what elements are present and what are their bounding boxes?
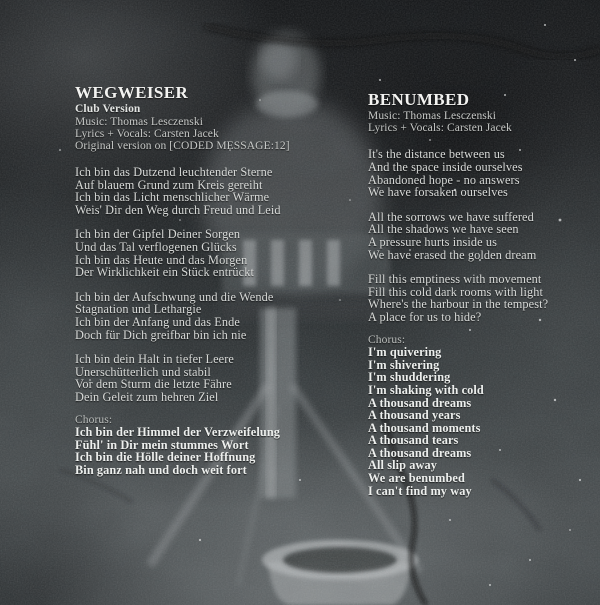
lyric-line: Stagnation und Lethargie: [75, 302, 202, 317]
lyric-line: Der Wirklichkeit ein Stück entrückt: [75, 265, 254, 280]
credit-line: Lyrics + Vocals: Carsten Jacek: [368, 122, 512, 135]
verse-1: [368, 148, 598, 198]
credit-line: Music: Thomas Lesczenski: [368, 110, 497, 122]
lyric-line: A thousand tears: [368, 433, 459, 448]
lyric-line: All the shadows we have seen: [368, 222, 519, 237]
chorus: [368, 346, 598, 497]
lyric-line: Ich bin dein Halt in tiefer Leere: [75, 352, 234, 367]
lyric-line: Ich bin der Aufschwung und die Wende: [75, 289, 274, 304]
verse-3: [368, 273, 598, 323]
lyric-line: I'm shivering: [368, 357, 440, 372]
lyric-line: A pressure hurts inside us: [368, 234, 497, 249]
lyric-line: Fill this emptiness with movement: [368, 272, 542, 287]
lyric-line: Ich bin der Gipfel Deiner Sorgen: [75, 227, 241, 242]
song-benumbed: [368, 90, 598, 497]
lyric-line: Abandoned hope - no answers: [368, 172, 520, 187]
verse-2: [75, 228, 370, 278]
song-title-benumbed: BENUMBED: [368, 90, 470, 109]
lyric-line: I'm shaking with cold: [368, 382, 484, 397]
verse-4: [75, 353, 370, 403]
lyric-line: We are benumbed: [368, 471, 465, 486]
lyric-line: Doch für Dich greifbar bin ich nie: [75, 327, 247, 342]
chorus: [75, 426, 370, 476]
verse-3: [75, 291, 370, 341]
lyric-line: Ich bin der Anfang und das Ende: [75, 315, 240, 330]
lyric-line: Where's the harbour in the tempest?: [368, 297, 549, 312]
song-title-wegweiser: WEGWEISER: [75, 83, 189, 102]
lyric-line: I can't find my way: [368, 483, 472, 498]
lyric-line: I'm quivering: [368, 345, 442, 360]
lyric-line: A thousand moments: [368, 420, 481, 435]
credit-line: Original version on [CODED MESSAGE:12]: [75, 139, 290, 152]
lyric-line: Dein Geleit zum hehren Ziel: [75, 390, 219, 405]
lyric-line: It's the distance between us: [368, 147, 505, 162]
lyric-line: Vor dem Sturm die letzte Fähre: [75, 377, 232, 392]
lyric-line: Ich bin das Dutzend leuchtender Sterne: [75, 165, 273, 180]
lyric-line: Unerschütterlich und stabil: [75, 364, 211, 379]
credit-line: Music: Thomas Lesczenski: [75, 115, 204, 128]
lyric-line: Ich bin das Heute und das Morgen: [75, 252, 248, 267]
lyric-line: Fühl' in Dir mein stummes Wort: [75, 437, 249, 452]
lyric-line: All the sorrows we have suffered: [368, 209, 534, 224]
lyric-line: Fill this cold dark rooms with light: [368, 284, 544, 299]
lyric-line: A thousand years: [368, 408, 461, 423]
song-subtitle: Club Version: [75, 103, 141, 115]
lyric-line: Ich bin das Licht menschlicher Wärme: [75, 190, 270, 205]
song-credits: [75, 116, 370, 153]
lyric-line: Ich bin die Hölle deiner Hoffnung: [75, 450, 256, 465]
song-credits: [368, 110, 598, 134]
verse-1: [75, 166, 370, 216]
lyric-line: Bin ganz nah und doch weit fort: [75, 462, 247, 477]
lyric-line: A place for us to hide?: [368, 309, 482, 324]
lyric-line: And the space inside ourselves: [368, 160, 523, 174]
lyric-line: We have forsaken ourselves: [368, 185, 508, 200]
lyric-line: Ich bin der Himmel der Verzweifelung: [75, 425, 281, 440]
lyric-line: Auf blauem Grund zum Kreis gereiht: [75, 177, 263, 192]
lyric-line: Weis' Dir den Weg durch Freud und Leid: [75, 202, 281, 217]
lyric-line: Und das Tal verflogenen Glücks: [75, 240, 237, 255]
chorus-label: Chorus:: [75, 413, 113, 426]
lyric-line: A thousand dreams: [368, 445, 472, 460]
lyric-line: We have erased the golden dream: [368, 247, 537, 262]
song-wegweiser: [75, 83, 370, 477]
lyric-line: I'm shuddering: [368, 370, 451, 385]
chorus-label: Chorus:: [368, 333, 406, 346]
lyric-line: A thousand dreams: [368, 395, 472, 410]
credit-line: Lyrics + Vocals: Carsten Jacek: [75, 127, 219, 140]
verse-2: [368, 211, 598, 261]
lyric-line: All slip away: [368, 458, 437, 473]
